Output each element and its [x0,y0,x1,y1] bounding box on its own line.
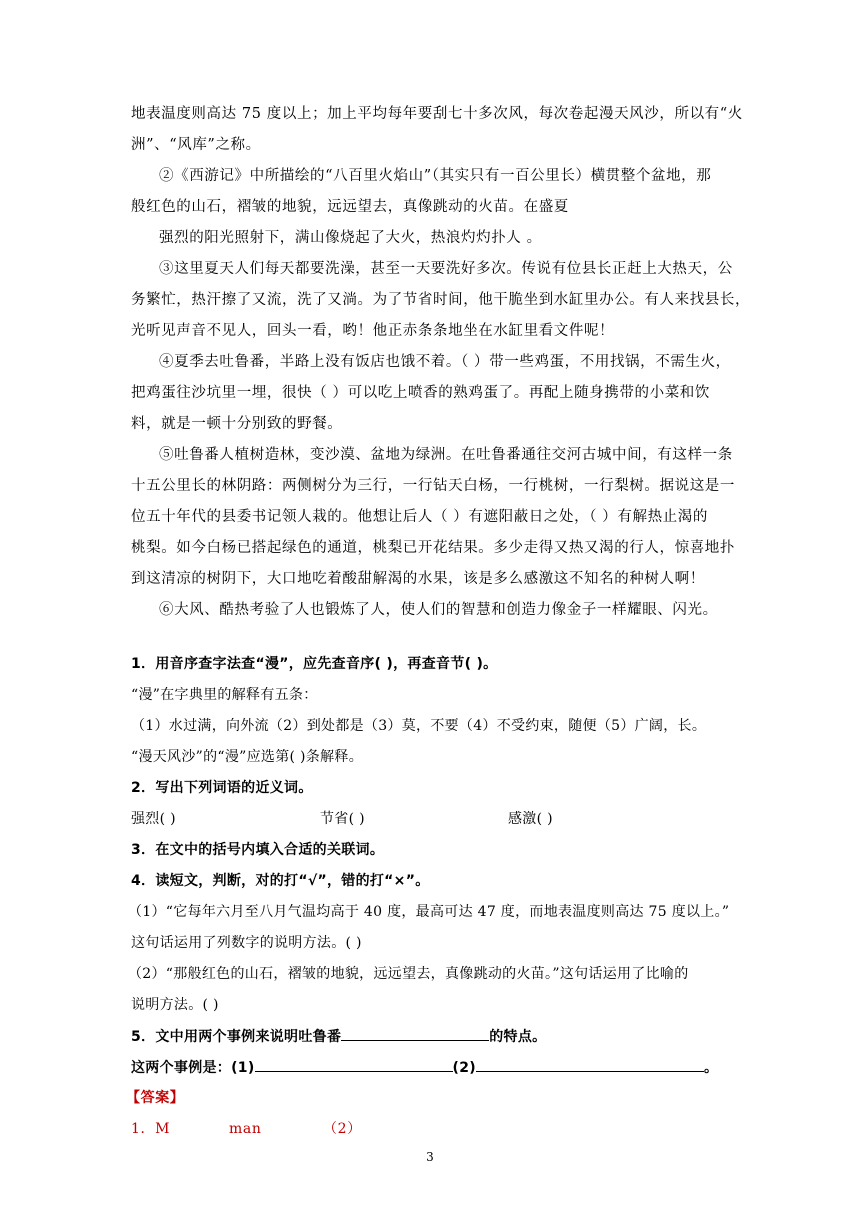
synonym-item: 节省( ) [320,811,365,827]
question-1-options: （1）水过满，向外流（2）到处都是（3）莫，不要（4）不受约束，随便（5）广阔，长。 [131,718,707,734]
question-5-examples [131,1057,730,1078]
passage-line: 到这清凉的树阴下，大口地吃着酸甜解渴的水果，该是多么感激这不知名的种树人啊！ [131,571,705,587]
examples-end: 。 [704,1060,719,1076]
question-1: 1．用音序查字法查“漫”，应先查音序( )，再查音节( )。 [131,656,498,672]
examples-label-2: (2) [452,1060,476,1076]
answer-1-c: （2） [323,1121,362,1137]
question-4-item-1: （1）“它每年六月至八月气温均高于 40 度，最高可达 47 度，而地表温度则高达 75 度以上。” [128,904,730,920]
answer-blank[interactable] [476,1057,704,1072]
synonym-item: 感激( ) [508,811,553,827]
question-2: 2．写出下列词语的近义词。 [131,780,313,796]
question-4-item-2: （2）“那般红色的山石，褶皱的地貌，远远望去，真像跳动的火苗。”这句话运用了比喻的 [128,966,689,982]
passage-line: 洲”、“风库”之称。 [131,137,261,153]
paragraph-4: ④夏季去吐鲁番，半路上没有饭店也饿不着。（ ）带一些鸡蛋，不用找锅，不需生火， [159,354,731,370]
answer-1-b: man [229,1121,262,1137]
question-4-item-1-end: 这句话运用了列数字的说明方法。( ) [131,935,362,951]
answer-heading: 【答案】 [126,1090,185,1106]
answer-1-a: 1．M [131,1121,171,1137]
question-4: 4．读短文，判断，对的打“√”，错的打“×”。 [131,873,430,889]
question-5-text-end: 的特点。 [489,1029,547,1045]
passage-line: 光听见声音不见人，回头一看，哟！他正赤条条地坐在水缸里看文件呢！ [131,323,615,339]
passage-line: 十五公里长的林阴路：两侧树分为三行，一行钻天白杨，一行桃树，一行梨树。据说这是一 [131,478,735,494]
page-number: 3 [426,1150,434,1164]
question-3: 3．在文中的括号内填入合适的关联词。 [131,842,385,858]
paragraph-3: ③这里夏天人们每天都要洗澡，甚至一天要洗好多次。传说有位县长正赶上大热天，公 [159,261,733,277]
question-1-intro: “漫”在字典里的解释有五条： [131,687,318,703]
question-5 [131,1026,730,1047]
question-5-text: 5．文中用两个事例来说明吐鲁番 [131,1029,342,1045]
answer-blank[interactable] [255,1057,453,1072]
passage-line: 位五十年代的县委书记领人栽的。他想让后人（ ）有遮阳蔽日之处，（ ）有解热止渴的 [131,509,708,525]
passage-line: 把鸡蛋往沙坑里一埋，很快（ ）可以吃上喷香的熟鸡蛋了。再配上随身携带的小菜和饮 [131,385,711,401]
passage-line: 地表温度则高达 75 度以上；加上平均每年要刮七十多次风，每次卷起漫天风沙，所以有“火 [131,106,743,122]
paragraph-6: ⑥大风、酷热考验了人也锻炼了人，使人们的智慧和创造力像金子一样耀眼、闪光。 [159,602,718,618]
paragraph-2: ②《西游记》中所描绘的“八百里火焰山”（其实只有一百公里长）横贯整个盆地，那 [159,168,712,184]
passage-line: 桃梨。如今白杨已搭起绿色的通道，桃梨已开花结果。多少走得又热又渴的行人，惊喜地扑 [131,540,735,556]
question-1-prompt: “漫天风沙”的“漫”应选第( )条解释。 [131,749,364,765]
answer-blank[interactable] [341,1026,489,1041]
passage-line: 般红色的山石，褶皱的地貌，远远望去，真像跳动的火苗。在盛夏 [131,199,569,215]
passage-line: 务繁忙，热汗擦了又流，洗了又淌。为了节省时间，他干脆坐到水缸里办公。有人来找县长， [131,292,751,308]
synonym-item: 强烈( ) [131,811,176,827]
question-4-item-2-end: 说明方法。( ) [131,997,219,1013]
passage-line: 料，就是一顿十分别致的野餐。 [131,416,343,432]
passage-line: 强烈的阳光照射下，满山像烧起了大火，热浪灼灼扑人 。 [159,230,542,246]
examples-label: 这两个事例是：(1) [131,1060,255,1076]
paragraph-5: ⑤吐鲁番人植树造林，变沙漠、盆地为绿洲。在吐鲁番通往交河古城中间，有这样一条 [159,447,733,463]
